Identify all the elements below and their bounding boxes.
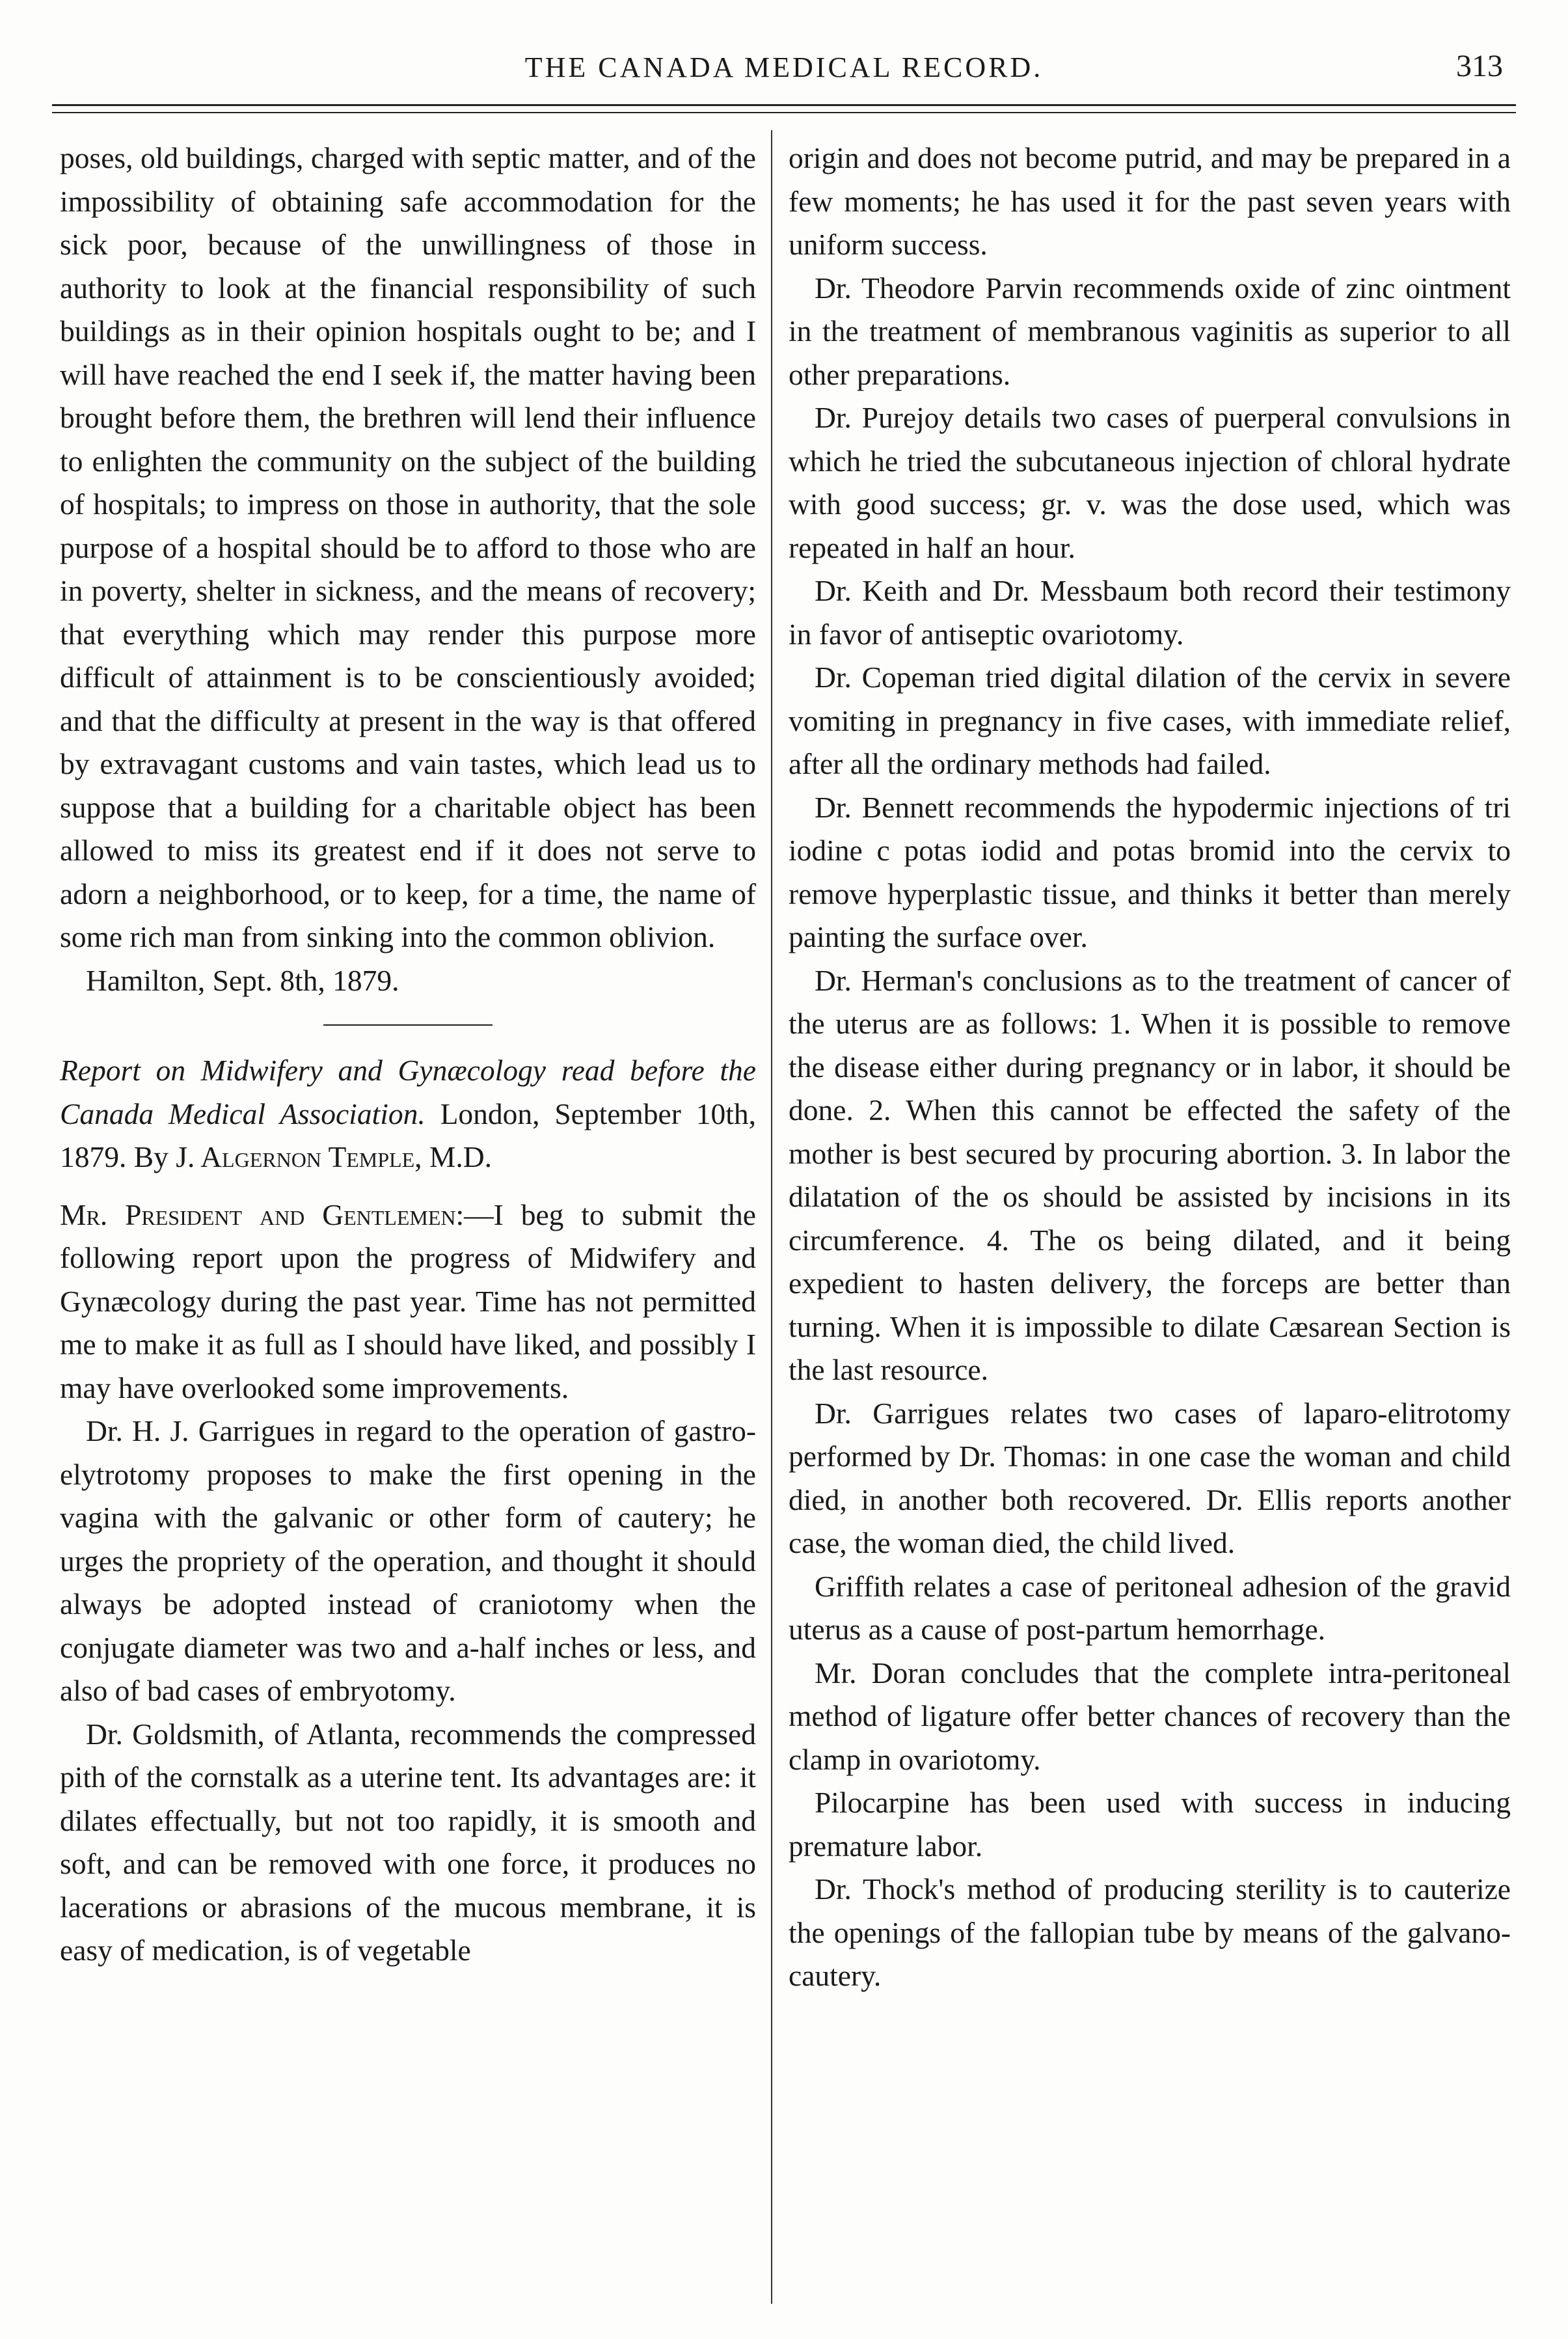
header-rule-secondary	[52, 112, 1516, 113]
paragraph-herman: Dr. Herman's conclusions as to the treatment of cancer of the uterus are as follows: 1. When it is possible to remove the disease either during pregnancy or in labor, it should be done. 2. When this cannot be effected the safety of the mother is best secured by procuring abortion. 3. In labor the dilatation of the os should be assisted by incisions in its circumference. 4. The os being dilated, and it being expedient to hasten delivery, the forceps are better than turning. When it is impossible to dilate Cæsarean Section is the last resource.	[789, 963, 1511, 1386]
report-heading	[60, 1049, 756, 1179]
paragraph-griffith: Griffith relates a case of peritoneal adhesion of the gravid uterus as a cause of post-partum hemorrhage.	[789, 1569, 1511, 1646]
paragraph-bennett: Dr. Bennett recommends the hypodermic injections of tri iodine c potas iodid and potas bromid into the cervix to remove hyperplastic tissue, and thinks it better than merely painting the surface over.	[789, 790, 1511, 953]
paragraph-continued: poses, old buildings, charged with septic matter, and of the impossibility of obtaining safe accommodation for the sick poor, because of the unwillingness of those in authority to look at the financial responsibility of such buildings as in their opinion hospitals ought to be; and I will have reached the end I seek if, the matter having been brought before them, the brethren will lend their influence to enlighten the community on the subject of the building of hospitals; to impress on those in authority, that the sole purpose of a hospital should be to afford to those who are in poverty, shelter in sickness, and the means of recovery; that everything which may render this purpose more difficult of attainment is to be conscientiously avoided; and that the difficulty at present in the way is that offered by extravagant customs and vain tastes, which lead us to suppose that a building for a charitable object has been allowed to miss its greatest end if it does not serve to adorn a neighborhood, or to keep, for a time, the name of some rich man from sinking into the common oblivion.	[60, 141, 756, 953]
left-column	[60, 137, 756, 1973]
right-column	[789, 137, 1511, 1998]
report-author: J. Algernon Temple, M.D.	[176, 1140, 492, 1173]
paragraph-thock: Dr. Thock's method of producing sterility is to cauterize the openings of the fallopian tube by means of the galvano-cautery.	[789, 1872, 1511, 1992]
header-rule	[52, 104, 1516, 106]
report-opening	[60, 1194, 756, 1410]
paragraph-purejoy: Dr. Purejoy details two cases of puerperal convulsions in which he tried the subcutaneous injection of chloral hydrate with good success; gr. v. was the dose used, which was repeated in half an hour.	[789, 401, 1511, 564]
paragraph-pilocarpine: Pilocarpine has been used with success in inducing premature labor.	[789, 1786, 1511, 1863]
paragraph-garrigues: Dr. H. J. Garrigues in regard to the operation of gastro-elytrotomy proposes to make the first opening in the vagina with the galvanic or other form of cautery; he urges the propriety of the operation, and thought it should always be adopted instead of craniotomy when the conjugate diameter was two and a-half inches or less, and also of bad cases of embryotomy.	[60, 1414, 756, 1707]
page-number: 313	[1456, 49, 1503, 83]
section-divider	[323, 1024, 493, 1026]
paragraph-keith: Dr. Keith and Dr. Messbaum both record their testimony in favor of antiseptic ovariotomy.	[789, 574, 1511, 651]
paragraph-doran: Mr. Doran concludes that the complete intra-peritoneal method of ligature offer better chances of recovery than the clamp in ovariotomy.	[789, 1656, 1511, 1776]
opening-text: —I beg to submit the following report upon the progress of Midwifery and Gynæcology during the past year. Time has not permitted me to make it as full as I should have liked, and possibly I may have overlooked some improvements.	[60, 1197, 756, 1404]
report-heading-title: Report on Midwifery and Gynæcology read before the Canada Medical Association.	[60, 1054, 756, 1130]
paragraph-goldsmith: Dr. Goldsmith, of Atlanta, recommends the compressed pith of the cornstalk as a uterine tent. Its advantages are: it dilates effectually, but not too rapidly, it is smooth and soft, and can be removed with one force, it produces no lacerations or abrasions of the mucous membrane, it is easy of medication, is of vegetable	[60, 1717, 756, 1967]
signoff-line: Hamilton, Sept. 8th, 1879.	[86, 963, 399, 997]
paragraph-copeman: Dr. Copeman tried digital dilation of the cervix in severe vomiting in pregnancy in five cases, with immediate relief, after all the ordinary methods had failed.	[789, 661, 1511, 780]
column-divider	[771, 130, 772, 2304]
running-title: THE CANADA MEDICAL RECORD.	[524, 51, 1044, 83]
report-heading-place-date: London, September 10th, 1879. By	[60, 1097, 757, 1173]
salutation: Mr. President and Gentlemen:	[60, 1197, 465, 1231]
paragraph-continued-right: origin and does not become putrid, and may be prepared in a few moments; he has used it for the past seven years with uniform success.	[789, 141, 1511, 261]
paragraph-garrigues-laparo: Dr. Garrigues relates two cases of laparo-elitrotomy performed by Dr. Thomas: in one case the woman and child died, in another both recovered. Dr. Ellis reports another case, the woman died, the child lived.	[789, 1396, 1511, 1559]
page-header	[0, 39, 1568, 85]
paragraph-parvin: Dr. Theodore Parvin recommends oxide of zinc ointment in the treatment of membranous vaginitis as superior to all other preparations.	[789, 271, 1511, 391]
